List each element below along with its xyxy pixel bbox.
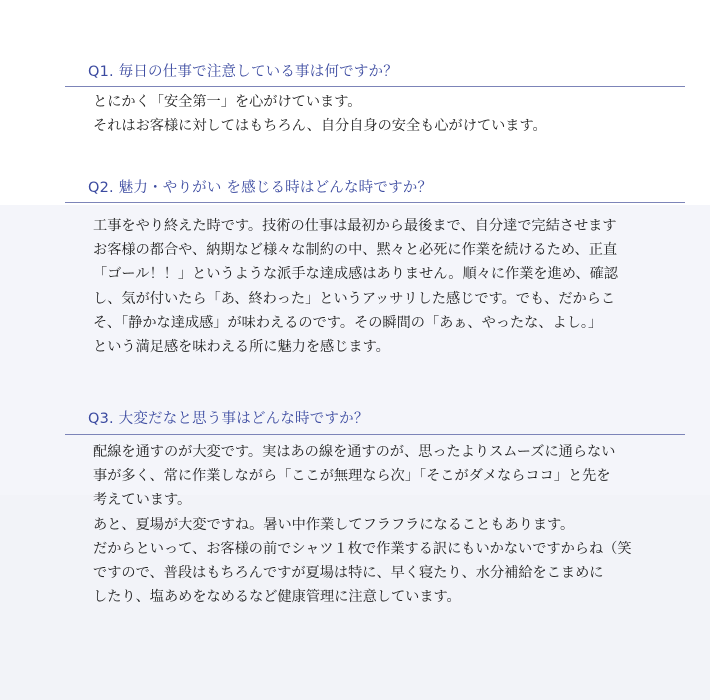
answer-line: そ、「静かな達成感」が味わえるのです。その瞬間の「あぁ、やったな、よし。」 [93, 314, 603, 331]
answer-text [93, 214, 693, 359]
answer-line: という満足感を味わえる所に魅力を感じます。 [93, 338, 390, 355]
answer-line: 配線を通すのが大変です。実はあの線を通すのが、思ったよりスムーズに通らない [93, 444, 616, 460]
divider-line [65, 202, 685, 203]
answer-line: とにかく「安全第一」を心がけています。 [93, 94, 362, 110]
answer-line: 「ゴール！！」というような派手な達成感はありません。順々に作業を進め、確認 [93, 266, 618, 283]
question-heading: Q3. 大変だなと思う事はどんな時ですか？ [88, 411, 369, 427]
answer-line: それはお客様に対してはもちろん、自分自身の安全も心がけています。 [93, 118, 547, 135]
answer-line: し、気が付いたら「あ、終わった」というアッサリした感じです。でも、だからこ [93, 290, 616, 307]
question-heading: Q2. 魅力・やりがい を感じる時はどんな時ですか？ [88, 180, 433, 196]
answer-text [93, 90, 693, 138]
answer-line: 工事をやり終えた時です。技術の仕事は最初から最後まで、自分達で完結させます [93, 218, 617, 234]
answer-line: 事が多く、常に作業しながら「ここが無理なら次」「そこがダメならココ」と先を [93, 468, 611, 485]
answer-line: 考えています。 [93, 492, 192, 509]
divider-line [65, 434, 685, 435]
answer-line: だからといって、お客様の前でシャツ１枚で作業する訳にもいかないですからね（笑 [93, 540, 632, 557]
answer-line: お客様の都合や、納期など様々な制約の中、黙々と必死に作業を続けるため、正直 [93, 242, 618, 259]
divider-line [65, 86, 685, 87]
answer-line: したり、塩あめをなめるなど健康管理に注意しています。 [93, 589, 461, 606]
question-heading: Q1. 毎日の仕事で注意している事は何ですか？ [88, 64, 398, 80]
answer-text [93, 440, 693, 609]
answer-line: あと、夏場が大変ですね。暑い中作業してフラフラになることもあります。 [93, 516, 575, 533]
answer-line: ですので、普段はもちろんですが夏場は特に、早く寝たり、水分補給をこまめに [93, 564, 604, 581]
